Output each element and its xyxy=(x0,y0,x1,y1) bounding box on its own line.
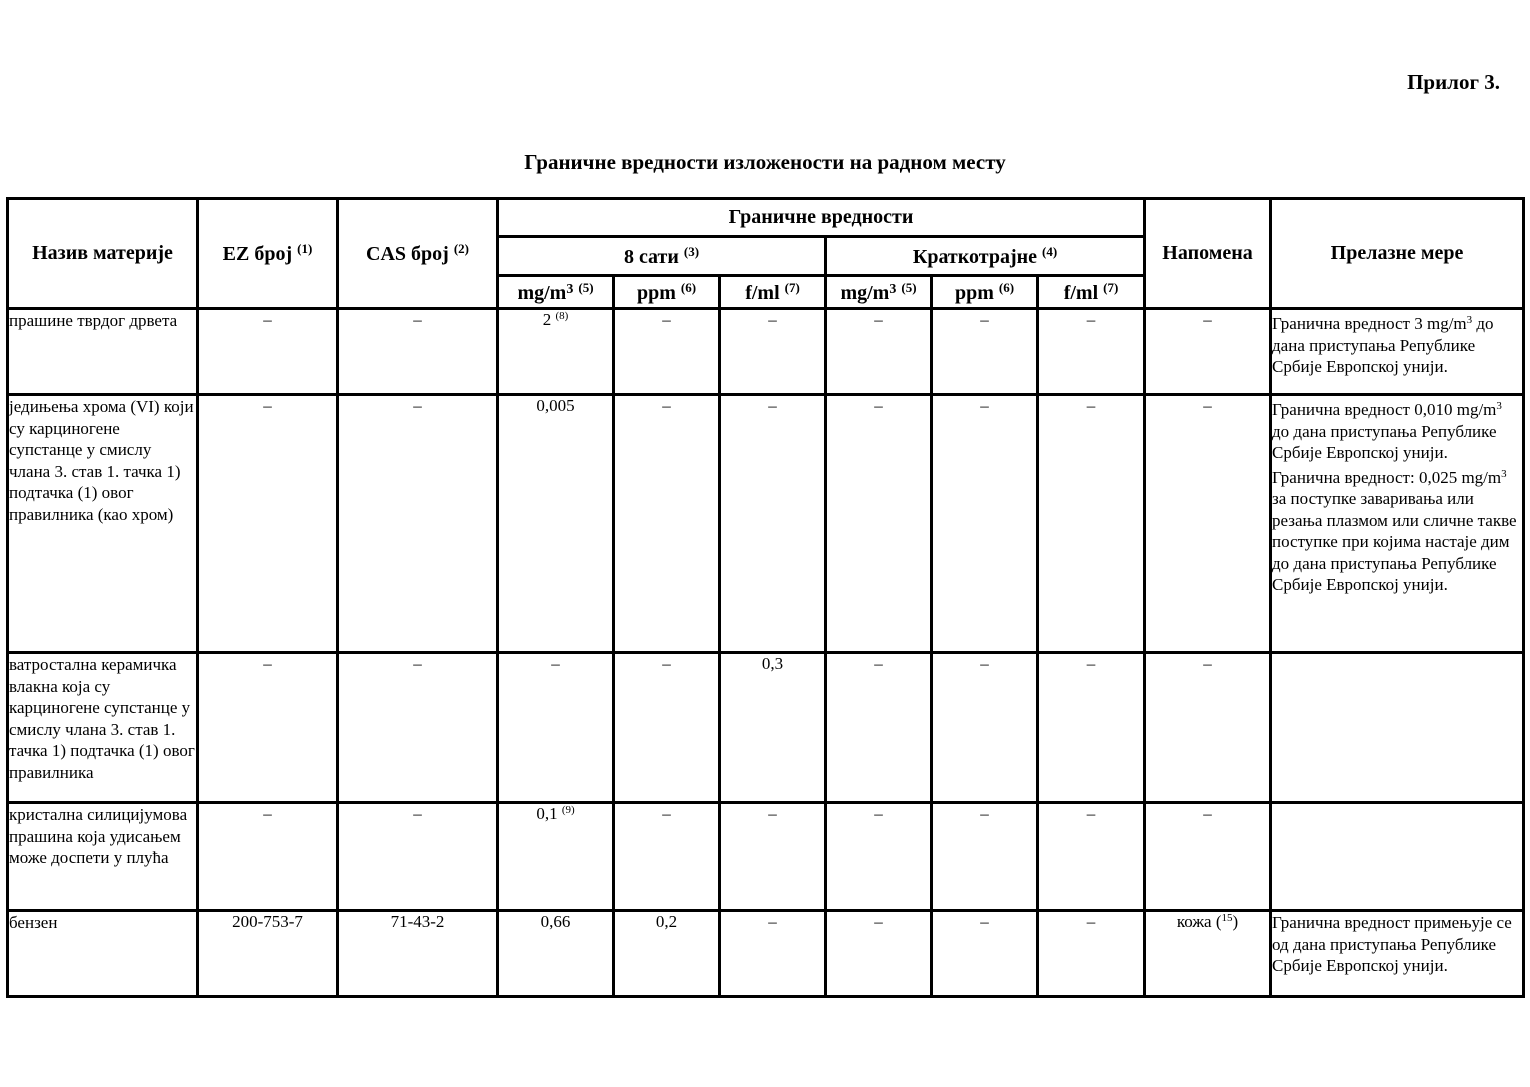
ez-number: – xyxy=(198,309,338,395)
header-eight-hours: 8 сати $^{(3)}$ xyxy=(498,237,826,276)
ez-number: – xyxy=(198,395,338,653)
table-row xyxy=(8,395,1524,653)
st-mgm3-value: – xyxy=(826,653,932,803)
st-mgm3-value: – xyxy=(826,309,932,395)
note-value: кожа ($^{15}$) xyxy=(1145,911,1271,997)
ez-number: 200-753-7 xyxy=(198,911,338,997)
header-note: Напомена xyxy=(1145,199,1271,309)
st-fml-value: – xyxy=(1038,309,1145,395)
st-ppm-value: – xyxy=(932,911,1038,997)
st-ppm-value: – xyxy=(932,803,1038,911)
header-8h-mgm3: $mg/m^3$ $^{(5)}$ xyxy=(498,276,614,309)
st-ppm-value: – xyxy=(932,309,1038,395)
transitional-measure: Гранична вредност 3 $mg/m^3$ до дана приступања Републике Србије Европској унији. xyxy=(1271,309,1524,395)
note-value: – xyxy=(1145,803,1271,911)
8h-ppm-value: 0,2 xyxy=(614,911,720,997)
cas-number: – xyxy=(338,395,498,653)
header-st-ppm: ppm $^{(6)}$ xyxy=(932,276,1038,309)
8h-fml-value: – xyxy=(720,803,826,911)
header-short-term: Краткотрајне $^{(4)}$ xyxy=(826,237,1145,276)
8h-ppm-value: – xyxy=(614,803,720,911)
header-substance-name: Назив материје xyxy=(8,199,198,309)
cas-number: – xyxy=(338,803,498,911)
ez-number: – xyxy=(198,803,338,911)
st-fml-value: – xyxy=(1038,911,1145,997)
st-mgm3-value: – xyxy=(826,803,932,911)
8h-fml-value: – xyxy=(720,309,826,395)
transitional-measure xyxy=(1271,653,1524,803)
st-fml-value: – xyxy=(1038,653,1145,803)
substance-name: прашине тврдог дрвета xyxy=(8,309,198,395)
table-row xyxy=(8,309,1524,395)
note-value: – xyxy=(1145,395,1271,653)
exposure-limits-table xyxy=(6,197,1525,998)
table-row xyxy=(8,803,1524,911)
note-value: – xyxy=(1145,309,1271,395)
transitional-measure: Гранична вредност 0,010 $mg/m^3$ до дана приступања Републике Србије Европској унији. Гранична вредност: 0,025 $mg/m^3$ за поступке заваривања или резања плазмом или сличне такве поступке при којима настаје дим до дана приступања Републике Србије Европској унији. xyxy=(1271,395,1524,653)
transitional-measure xyxy=(1271,803,1524,911)
transitional-measure: Гранична вредност примењује се од дана приступања Републике Србије Европској унији. xyxy=(1271,911,1524,997)
substance-name: кристална силицијумова прашина која удисањем може доспети у плућа xyxy=(8,803,198,911)
8h-fml-value: – xyxy=(720,395,826,653)
st-mgm3-value: – xyxy=(826,911,932,997)
header-cas-number: CAS број $^{(2)}$ xyxy=(338,199,498,309)
8h-mgm3-value: 0,1 $^{(9)}$ xyxy=(498,803,614,911)
8h-mgm3-value: 2 $^{(8)}$ xyxy=(498,309,614,395)
header-transitional-measures: Прелазне мере xyxy=(1271,199,1524,309)
cas-number: – xyxy=(338,309,498,395)
st-mgm3-value: – xyxy=(826,395,932,653)
header-st-mgm3: $mg/m^3$ $^{(5)}$ xyxy=(826,276,932,309)
header-8h-ppm: ppm $^{(6)}$ xyxy=(614,276,720,309)
cas-number: – xyxy=(338,653,498,803)
8h-mgm3-value: 0,005 xyxy=(498,395,614,653)
header-limit-values: Граничне вредности xyxy=(498,199,1145,237)
8h-mgm3-value: – xyxy=(498,653,614,803)
table-row xyxy=(8,911,1524,997)
header-ez-number: EZ број $^{(1)}$ xyxy=(198,199,338,309)
8h-ppm-value: – xyxy=(614,395,720,653)
8h-mgm3-value: 0,66 xyxy=(498,911,614,997)
ez-number: – xyxy=(198,653,338,803)
st-ppm-value: – xyxy=(932,395,1038,653)
document-title: Граничне вредности изложености на радном месту xyxy=(524,150,1006,174)
8h-ppm-value: – xyxy=(614,309,720,395)
header-st-fml: f/ml $^{(7)}$ xyxy=(1038,276,1145,309)
table-row xyxy=(8,653,1524,803)
st-fml-value: – xyxy=(1038,803,1145,911)
header-8h-fml: f/ml $^{(7)}$ xyxy=(720,276,826,309)
table-header xyxy=(8,199,1524,309)
substance-name: ватростална керамичка влакна која су карциногене супстанце у смислу члана 3. став 1. тачка 1) подтачка (1) овог правилника xyxy=(8,653,198,803)
substance-name: бензен xyxy=(8,911,198,997)
st-ppm-value: – xyxy=(932,653,1038,803)
annex-label: Прилог 3. xyxy=(1407,70,1500,94)
st-fml-value: – xyxy=(1038,395,1145,653)
8h-fml-value: 0,3 xyxy=(720,653,826,803)
note-value: – xyxy=(1145,653,1271,803)
8h-ppm-value: – xyxy=(614,653,720,803)
8h-fml-value: – xyxy=(720,911,826,997)
cas-number: 71-43-2 xyxy=(338,911,498,997)
substance-name: једињења хрома (VI) који су карциногене супстанце у смислу члана 3. став 1. тачка 1) подтачка (1) овог правилника (као хром) xyxy=(8,395,198,653)
